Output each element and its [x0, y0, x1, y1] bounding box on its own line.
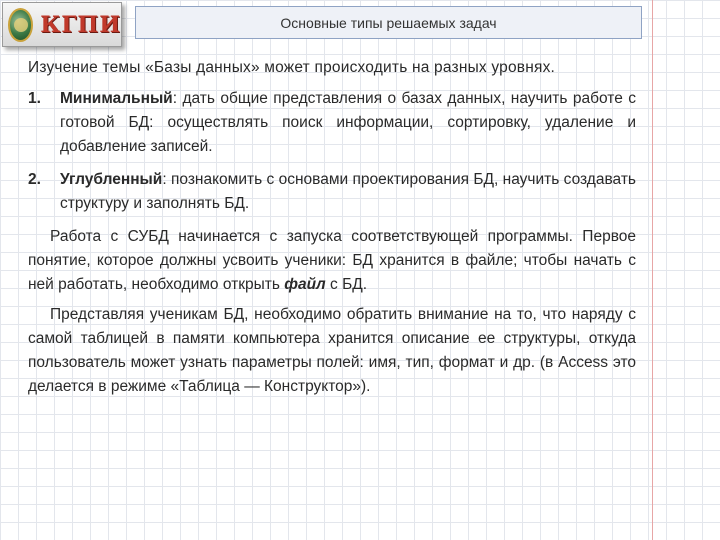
paragraph-dbms-start	[28, 225, 636, 297]
level-number: 2.	[28, 171, 41, 188]
slide-title: Основные типы решаемых задач	[135, 6, 642, 39]
level-title: Минимальный	[60, 90, 173, 107]
margin-rule	[652, 0, 653, 540]
paragraph-text: с БД.	[325, 276, 368, 293]
intro-text: Изучение темы «Базы данных» может происходить на разных уровнях.	[28, 59, 556, 76]
level-title: Углубленный	[60, 171, 163, 188]
institution-logo	[2, 2, 122, 47]
level-item-advanced	[28, 168, 636, 216]
paragraph-db-structure: Представляя ученикам БД, необходимо обратить внимание на то, что наряду с самой таблицей в памяти компьютера хранится описание ее структуры, откуда пользователь может узнать параметры полей: имя, тип, формат и др. (в Access это делается в режиме «Таблица — Конструктор»).	[28, 306, 636, 395]
keyword-file: файл	[284, 276, 326, 293]
level-description: : познакомить с основами проектирования БД, научить создавать структуру и заполнять БД.	[60, 171, 636, 212]
paragraph-text: Работа с СУБД начинается с запуска соответствующей программы. Первое понятие, которое должны усвоить ученики: БД хранится в файле; чтобы начать с ней работать, необходимо открыть	[28, 228, 636, 293]
level-description: : дать общие представления о базах данных, научить работе с готовой БД: осуществлять поиск информации, сортировку, удаление и добавление записей.	[60, 90, 636, 155]
level-item-minimal	[28, 87, 636, 159]
logo-text: КГПИ	[40, 11, 121, 38]
slide-content	[28, 56, 636, 403]
level-number: 1.	[28, 90, 41, 107]
emblem-icon	[8, 8, 33, 42]
